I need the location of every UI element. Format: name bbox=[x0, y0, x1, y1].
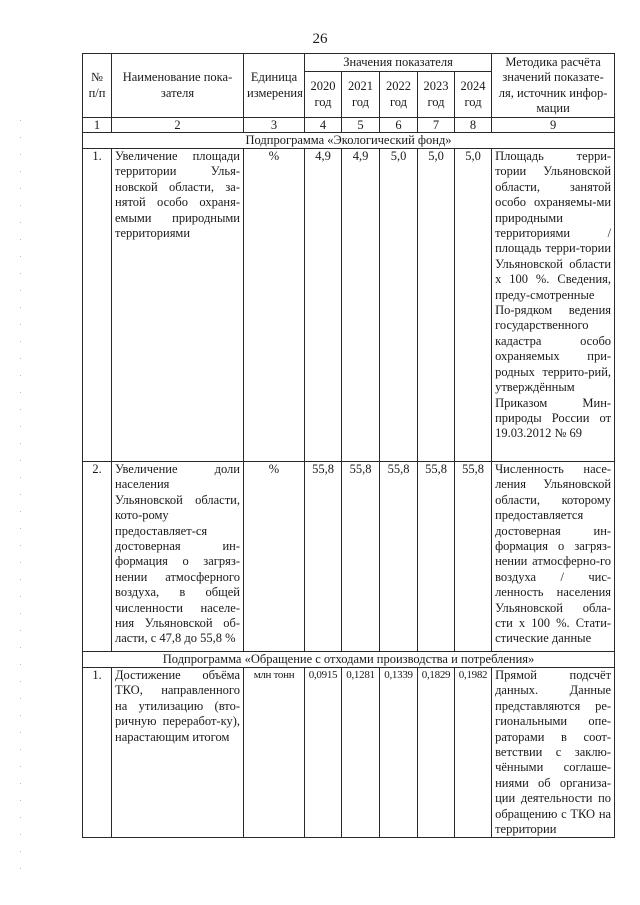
row-value-2024: 55,8 bbox=[455, 462, 492, 652]
row-unit: % bbox=[244, 149, 305, 462]
row-value-2020: 0,0915 bbox=[305, 668, 342, 838]
row-num: 1. bbox=[83, 149, 112, 462]
indicator-row bbox=[83, 462, 615, 652]
row-name: Увеличение доли населения Ульяновской области, кото-рому предоставляет-ся достоверная ин-формация о загряз-нении атмосферного воздуха, в общей численности населе-ния Ульяновской об-ласти, с 47,8 до 55,8 % bbox=[112, 462, 244, 652]
row-name: Увеличение площади территории Улья-новской области, за-нятой особо охраня-емыми природными территориями bbox=[112, 149, 244, 462]
row-value-2024: 0,1982 bbox=[455, 668, 492, 838]
subprogram-title: Подпрограмма «Экологический фонд» bbox=[83, 133, 615, 149]
indicators-table bbox=[82, 53, 615, 838]
row-name: Достижение объёма ТКО, направленного на утилизацию (вто-ричную переработ-ку), нарастающим итогом bbox=[112, 668, 244, 838]
page-number: 26 bbox=[312, 31, 328, 47]
column-number: 6 bbox=[380, 118, 418, 133]
subprogram-row bbox=[83, 133, 615, 149]
header-year-2024: 2024 год bbox=[455, 72, 492, 118]
column-number: 2 bbox=[112, 118, 244, 133]
row-method: Площадь терри-тории Ульяновской области, занятой особо охраняемы-ми природными территориями / площадь терри-тории Ульяновской области х 100 %. Сведения, преду-смотренные По-рядком ведения государственного кадастра особо охраняемых при-родных террито-рий, утверждённым Приказом Мин-природы России от 19.03.2012 № 69 bbox=[492, 149, 615, 462]
header-year-2020: 2020 год bbox=[305, 72, 342, 118]
row-unit: % bbox=[244, 462, 305, 652]
row-num: 1. bbox=[83, 668, 112, 838]
row-value-2022: 5,0 bbox=[380, 149, 418, 462]
header-year-2023: 2023 год bbox=[418, 72, 455, 118]
column-number: 3 bbox=[244, 118, 305, 133]
row-value-2020: 4,9 bbox=[305, 149, 342, 462]
indicator-row bbox=[83, 149, 615, 462]
column-number: 5 bbox=[342, 118, 380, 133]
column-number: 7 bbox=[418, 118, 455, 133]
row-num: 2. bbox=[83, 462, 112, 652]
header-method: Методика расчёта значений показате-ля, источник инфор-мации bbox=[492, 54, 615, 118]
row-value-2020: 55,8 bbox=[305, 462, 342, 652]
column-number: 1 bbox=[83, 118, 112, 133]
row-method: Прямой подсчёт данных. Данные представляются ре-гиональными опе-раторами в соот-ветствии с заклю-чёнными соглаше-ниями об организа-ции деятельности по обращению с ТКО на территории bbox=[492, 668, 615, 838]
header-num: № п/п bbox=[83, 54, 112, 118]
row-unit: млн тонн bbox=[244, 668, 305, 838]
header-values: Значения показателя bbox=[305, 54, 492, 72]
header-year-2022: 2022 год bbox=[380, 72, 418, 118]
row-method: Численность насе-ления Ульяновской области, которому предоставляется достоверная ин-формация о загряз-нении атмосферно-го воздуха / чис-ленность населения Ульяновской обла-сти х 100 %. Стати-стические данные bbox=[492, 462, 615, 652]
header-unit: Единица измерения bbox=[244, 54, 305, 118]
row-value-2023: 5,0 bbox=[418, 149, 455, 462]
column-numbers-row bbox=[83, 118, 615, 133]
row-value-2021: 4,9 bbox=[342, 149, 380, 462]
header-year-2021: 2021 год bbox=[342, 72, 380, 118]
row-value-2023: 55,8 bbox=[418, 462, 455, 652]
column-number: 8 bbox=[455, 118, 492, 133]
scan-margin-dots bbox=[20, 120, 21, 880]
indicator-row bbox=[83, 668, 615, 838]
row-value-2022: 0,1339 bbox=[380, 668, 418, 838]
row-value-2023: 0,1829 bbox=[418, 668, 455, 838]
header-name: Наименование пока-зателя bbox=[112, 54, 244, 118]
row-value-2021: 0,1281 bbox=[342, 668, 380, 838]
row-value-2024: 5,0 bbox=[455, 149, 492, 462]
row-value-2022: 55,8 bbox=[380, 462, 418, 652]
column-number: 4 bbox=[305, 118, 342, 133]
subprogram-row bbox=[83, 652, 615, 668]
column-number: 9 bbox=[492, 118, 615, 133]
subprogram-title: Подпрограмма «Обращение с отходами производства и потребления» bbox=[83, 652, 615, 668]
row-value-2021: 55,8 bbox=[342, 462, 380, 652]
